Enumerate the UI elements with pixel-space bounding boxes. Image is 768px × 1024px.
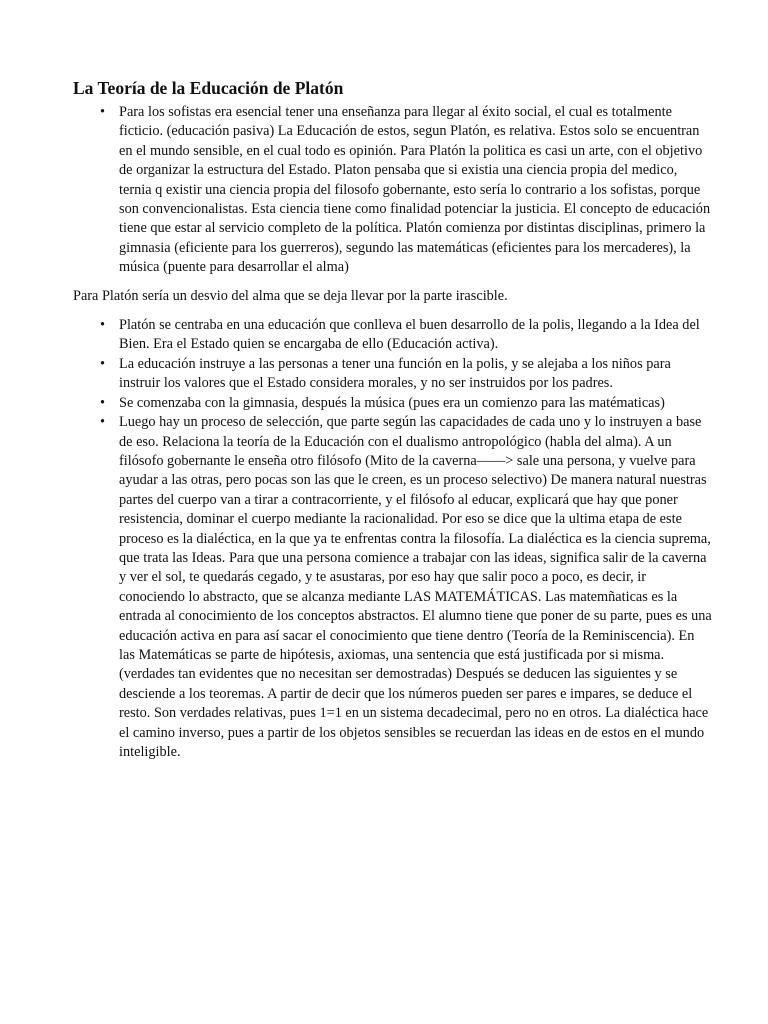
bullet-icon: • bbox=[100, 414, 106, 431]
list-item bbox=[100, 394, 713, 413]
list-item bbox=[100, 103, 713, 278]
bullet-list-1 bbox=[73, 103, 713, 278]
bullet-icon: • bbox=[100, 104, 106, 120]
bullet-icon: • bbox=[100, 394, 106, 411]
body-paragraph: Para Platón sería un desvio del alma que se deja llevar por la parte irascible. bbox=[73, 287, 508, 304]
list-item-text: Luego hay un proceso de selección, que parte según las capacidades de cada uno y lo instruyen a base de eso. Relaciona la teoría de la Educación con el dualismo antropológico (habla del alma). A un filósofo gobernante le enseña otro filósofo (Mito de la caverna——> sale una persona, y vuelve para ayudar a las otras, pero pocas son las que le creen, es un proceso selectivo) De manera natural nuestras partes del cuerpo van a tirar a contracorriente, y el filósofo al educar, explicará que hay que poner resistencia, dominar el cuerpo mediante la racionalidad. Por eso se dice que la ultima etapa de este proceso es la dialéctica, en la que ya te enfrentas contra la filosofía. La dialéctica es la ciencia suprema, que trata las Ideas. Para que una persona comience a trabajar con las ideas, significa salir de la caverna y ver el sol, te quedarás cegado, y te asustaras, por eso hay que salir poco a poco, es decir, ir conociendo lo abstracto, que se alcanza mediante LAS MATEMÁTICAS. Las matemñaticas es la entrada al conocimiento de los conceptos abstractos. El alumno tiene que poner de su parte, pues es una educación activa en para así sacar el conocimiento que tiene dentro (Teoría de la Reminiscencia). En las Matemáticas se parte de hipótesis, axiomas, una sentencia que está justificada por si misma. (verdades tan evidentes que no necesitan ser demostradas) Después se deducen las siguientes y se desciende a los teoremas. A partir de decir que los números pueden ser pares e impares, se deduce el resto. Son verdades relativas, pues 1=1 en un sistema decadecimal, pero no en otros. La dialéctica hace el camino inverso, pues a partir de los objetos sensibles se recuerdan las ideas en de estos en el mundo inteligible. bbox=[119, 414, 712, 760]
document-title: La Teoría de la Educación de Platón bbox=[73, 78, 344, 98]
list-item-text: Para los sofistas era esencial tener una enseñanza para llegar al éxito social, el cual es totalmente ficticio. (educación pasiva) La Educación de estos, segun Platón, es relativa. Estos solo se encuentran en el mundo sensible, en el cual todo es opinión. Para Platón la politica es casi un arte, con el objetivo de organizar la estructura del Estado. Platon pensaba que si existia una ciencia propia del medico, ternia q existir una ciencia propia del filosofo gobernante, esto sería lo contrario a los sofistas, porque son convencionalistas. Esta ciencia tiene como finalidad potenciar la justicia. El concepto de educación tiene que estar al servicio completo de la política. Platón comienza por distintas disciplinas, primero la gimnasia (eficiente para los guerreros), segundo las matemáticas (eficientes para los mercaderes), la música (puente para desarrollar el alma) bbox=[119, 104, 711, 276]
bullet-list-2 bbox=[73, 316, 713, 762]
bullet-icon: • bbox=[100, 355, 106, 372]
list-item-text: Se comenzaba con la gimnasia, después la música (pues era un comienzo para las matématicas) bbox=[119, 394, 665, 411]
list-item bbox=[100, 413, 713, 762]
list-item bbox=[100, 355, 713, 394]
list-item bbox=[100, 316, 713, 355]
bullet-icon: • bbox=[100, 317, 106, 334]
document-page bbox=[73, 77, 713, 762]
list-item-text: La educación instruye a las personas a tener una función en la polis, y se alejaba a los niños para instruir los valores que el Estado considera morales, y no ser instruidos por los padres. bbox=[119, 355, 671, 392]
list-item-text: Platón se centraba en una educación que conlleva el buen desarrollo de la polis, llegando a la Idea del Bien. Era el Estado quien se encargaba de ello (Educación activa). bbox=[119, 317, 700, 353]
